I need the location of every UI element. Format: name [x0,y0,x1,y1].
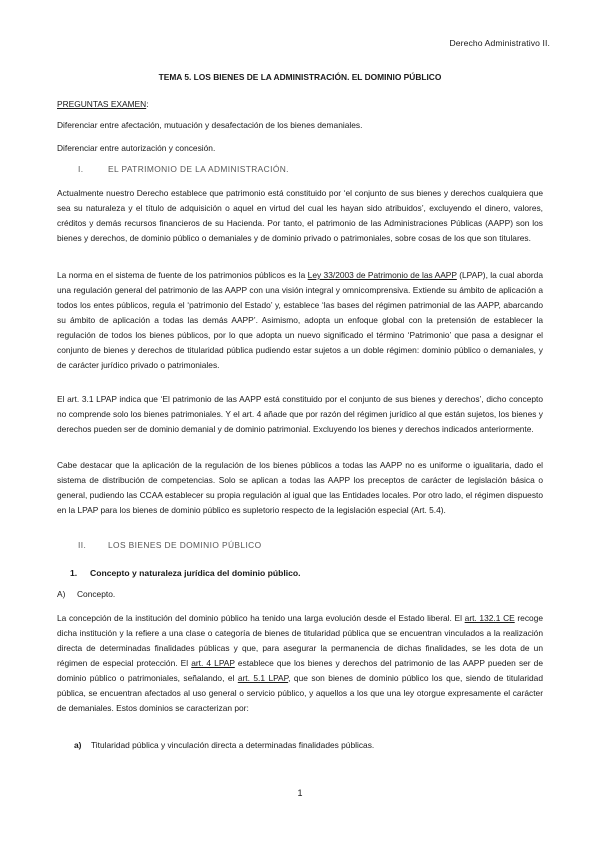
section-heading-2 [78,540,262,550]
article-reference-link: art. 5.1 LPAP [237,673,289,683]
article-reference-link: art. 132.1 CE [464,613,515,623]
page-title: TEMA 5. LOS BIENES DE LA ADMINISTRACIÓN. EL DOMINIO PÚBLICO [158,72,442,82]
law-reference-link: Ley 33/2003 de Patrimonio de las AAPP [307,270,457,280]
paragraph-5 [57,611,543,716]
subsection-label: Concepto. [77,589,116,599]
paragraph-1: Actualmente nuestro Derecho establece que patrimonio está constituido por ‘el conjunto de sus bienes y derechos cualquiera que sea su naturaleza y el título de adquisición o aquel en virtud del cual les hayan sido atribuidos’, excluyendo el dinero, valores, créditos y demás recursos financieros de su Hacienda. Por tanto, el patrimonio de las Administraciones Públicas (AAPP) son los bienes y derechos, de dominio público o demaniales y de dominio privado o patrimoniales, sobre cosas de los que son titulares. [57,188,543,243]
article-reference-link: art. 4 LPAP [191,658,235,668]
section-label: EL PATRIMONIO DE LA ADMINISTRACIÓN. [108,164,289,174]
exam-question-1: Diferenciar entre afectación, mutuación y desafectación de los bienes demaniales. [57,120,363,130]
list-item-letter: a) [74,740,82,750]
paragraph-5-text-2: recoge dicha institución y la refiere a una clase o categoría de bienes de titularidad pública que se encuentran vinculados a la realización directa de determinadas finalidades públicas y que, para asegurar la permanencia de dichas finalidades, se les dota de un régimen de especial protección. El [57,613,544,668]
exam-question-2: Diferenciar entre autorización y concesión. [57,143,216,153]
paragraph-2 [57,268,543,373]
subsection-heading-1 [70,568,301,578]
subsection-letter: A) [57,589,66,599]
running-header: Derecho Administrativo II. [449,38,550,48]
section-heading-1 [78,164,289,174]
list-item-label: Titularidad pública y vinculación directa a determinadas finalidades públicas. [91,740,375,750]
exam-heading: PREGUNTAS EXAMEN [57,99,147,109]
paragraph-5-text-3: establece que los bienes y derechos del patrimonio de las AAPP pueden ser de dominio público o patrimoniales, señalando, el [57,658,543,683]
subsection-number: 1. [70,568,78,578]
subsection-label: Concepto y naturaleza jurídica del dominio público. [90,568,301,578]
paragraph-3: El art. 3.1 LPAP indica que ‘El patrimonio de las AAPP está constituido por el conjunto de sus bienes y derechos’, dicho concepto no comprende solo los bienes patrimoniales. Y el art. 4 añade que por razón del régimen jurídico al que están sujetos, los bienes y derechos pueden ser de dominio demanial y de dominio patrimonial. Excluyendo los bienes y derechos indicados anteriormente. [57,394,543,434]
paragraph-2-text-a: La norma en el sistema de fuente de los patrimonios públicos es la [57,270,308,280]
subsection-heading-a [57,589,115,599]
paragraph-5-text-4: , que son bienes de dominio público los que, siendo de titularidad pública, se encuentran afectados al uso general o servicio público, y aquellos a los que una ley otorgue expresamente el carácter de demaniales. Estos dominios se caracterizan por: [57,673,543,713]
section-number: I. [78,164,84,174]
paragraph-5-text-1: La concepción de la institución del dominio público ha tenido una larga evolución desde el Estado liberal. El [57,613,465,623]
exam-heading-colon: : [146,99,149,109]
exam-heading-line [57,97,543,112]
page-number: 1 [297,788,303,798]
paragraph-4: Cabe destacar que la aplicación de la regulación de los bienes públicos a todas las AAPP no es uniforme o igualitaria, dado el sistema de distribución de competencias. Solo se aplican a todas las AAPP los preceptos de carácter de legislación básica o general, pudiendo las CCAA establecer su propia regulación al igual que las Entidades locales. Por otro lado, el régimen dispuesto en la LPAP para los bienes de dominio público es supletorio respecto de la legislación especial (Art. 5.4). [57,460,543,515]
list-item [74,740,374,750]
section-number: II. [78,540,87,550]
section-label: LOS BIENES DE DOMINIO PÚBLICO [108,540,262,550]
paragraph-2-text-b: (LPAP), la cual aborda una regulación general del patrimonio de las AAPP con una visión integral y omnicomprensiva. Extiende su ámbito de aplicación a todos los entes públicos, regula el ‘patrimonio del Estado’ y, establece ‘las bases del régimen patrimonial de las AAPP, abarcando su ámbito de aplicación a todas las demás AAPP’. Asimismo, adopta un enfoque global con la pretensión de establecer la regulación de todos los bienes públicos, por lo que adopta un nuevo significado el término ‘Patrimonio’ que pasa a designar el conjunto de bienes y derechos de titularidad pública pudiendo estar sujetos a un doble régimen: dominio público o demaniales, y de carácter jurídico privado o patrimoniales. [57,270,544,370]
